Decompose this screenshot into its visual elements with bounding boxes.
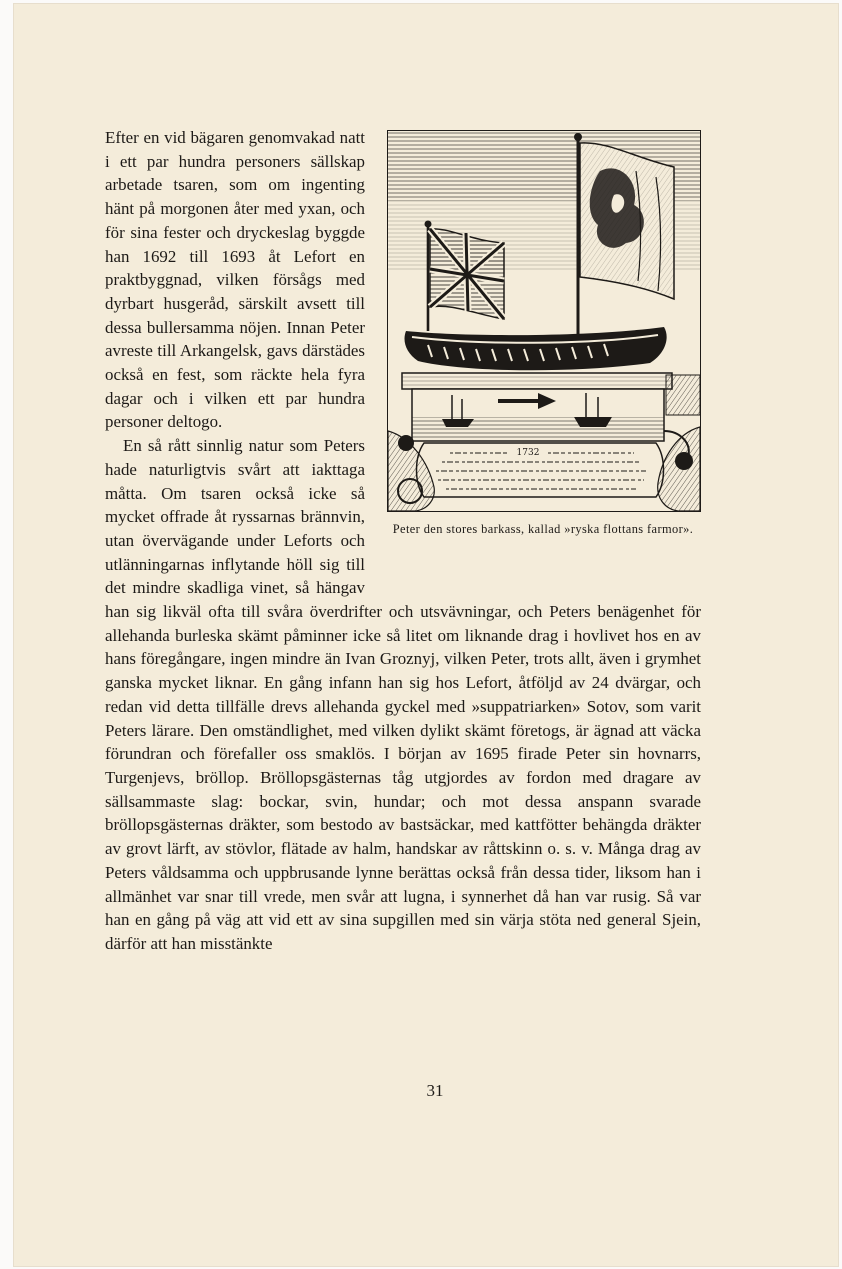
- book-page: [14, 4, 838, 1266]
- paragraph-2: En så rått sinnlig natur som Peters hade naturligtvis svårt att iakttaga måtta. Om tsaren också icke så mycket offrade åt ryssarnas brännvin, utan övervägande under Leforts och utlänningarnas inflytande höll sig till det mindre skadliga vinet, så hängav han sig likväl ofta till svåra överdrifter och utsvävningar, och Peters benägenhet för allehanda burleska skämt påminner icke så litet om liknande drag i hovlivet hos en av hans föregångare, ingen mindre än Ivan Groznyj, vilken Peter, trots allt, även i grymhet ganska mycket liknar. En gång infann han sig hos Lefort, åtföljd av 24 dvärgar, och redan vid detta tillfälle drevs allehanda gyckel med »suppatriarken» Sotov, som varit Peters lärare. Den omständlighet, med vilken dylikt skämt företogs, är ägnad att väcka förundran och förefaller oss smaklös. I början av 1695 firade Peter sin hovnarrs, Turgenjevs, bröllop. Bröllopsgästernas tåg utgjordes av fordon med dragare av sällsammaste slag: bockar, svin, hundar; och mot dessa anspann svarade bröllopsgästernas dräkter, som bestodo av bastsäckar, med kattfötter behängda dräkter av grovt lärft, av stövlor, flätade av halm, handskar av råttskinn o. s. v. Många drag av Peters våldsamma och uppbrusande lynne berättas också från dessa tider, liksom han i allmänhet var snar till vrede, men svår att lugna, i synnerhet då han var rusig. Så var han en gång på väg att vid ett av sina supgillen med sin värja stöta ned general Sjein, därför att han misstänkte: [105, 436, 701, 953]
- page-number: 31: [426, 1081, 444, 1100]
- paragraph-1: Efter en vid bägaren genomvakad natt i ett par hundra personers sällskap arbetade tsaren, som om ingenting hänt på morgonen åter med yxan, och för sina fester och dryckeslag byggde han 1692 till 1693 åt Lefort en praktbyggnad, vilken försågs med dyrbart husgeråd, särskilt avsett till dessa bullersamma nöjen. Innan Peter avreste till Arkangelsk, gavs därstädes också en fest, som räckte hela fyra dagar och i vilken ett par hundra personer deltogo.: [105, 128, 365, 432]
- figure-caption: Peter den stores barkass, kallad »ryska flottans farmor».: [392, 522, 694, 536]
- inscription-year: 1732: [516, 448, 540, 458]
- body-text: [105, 126, 701, 956]
- figure: [387, 126, 719, 580]
- boat-engraving-image: [387, 130, 701, 512]
